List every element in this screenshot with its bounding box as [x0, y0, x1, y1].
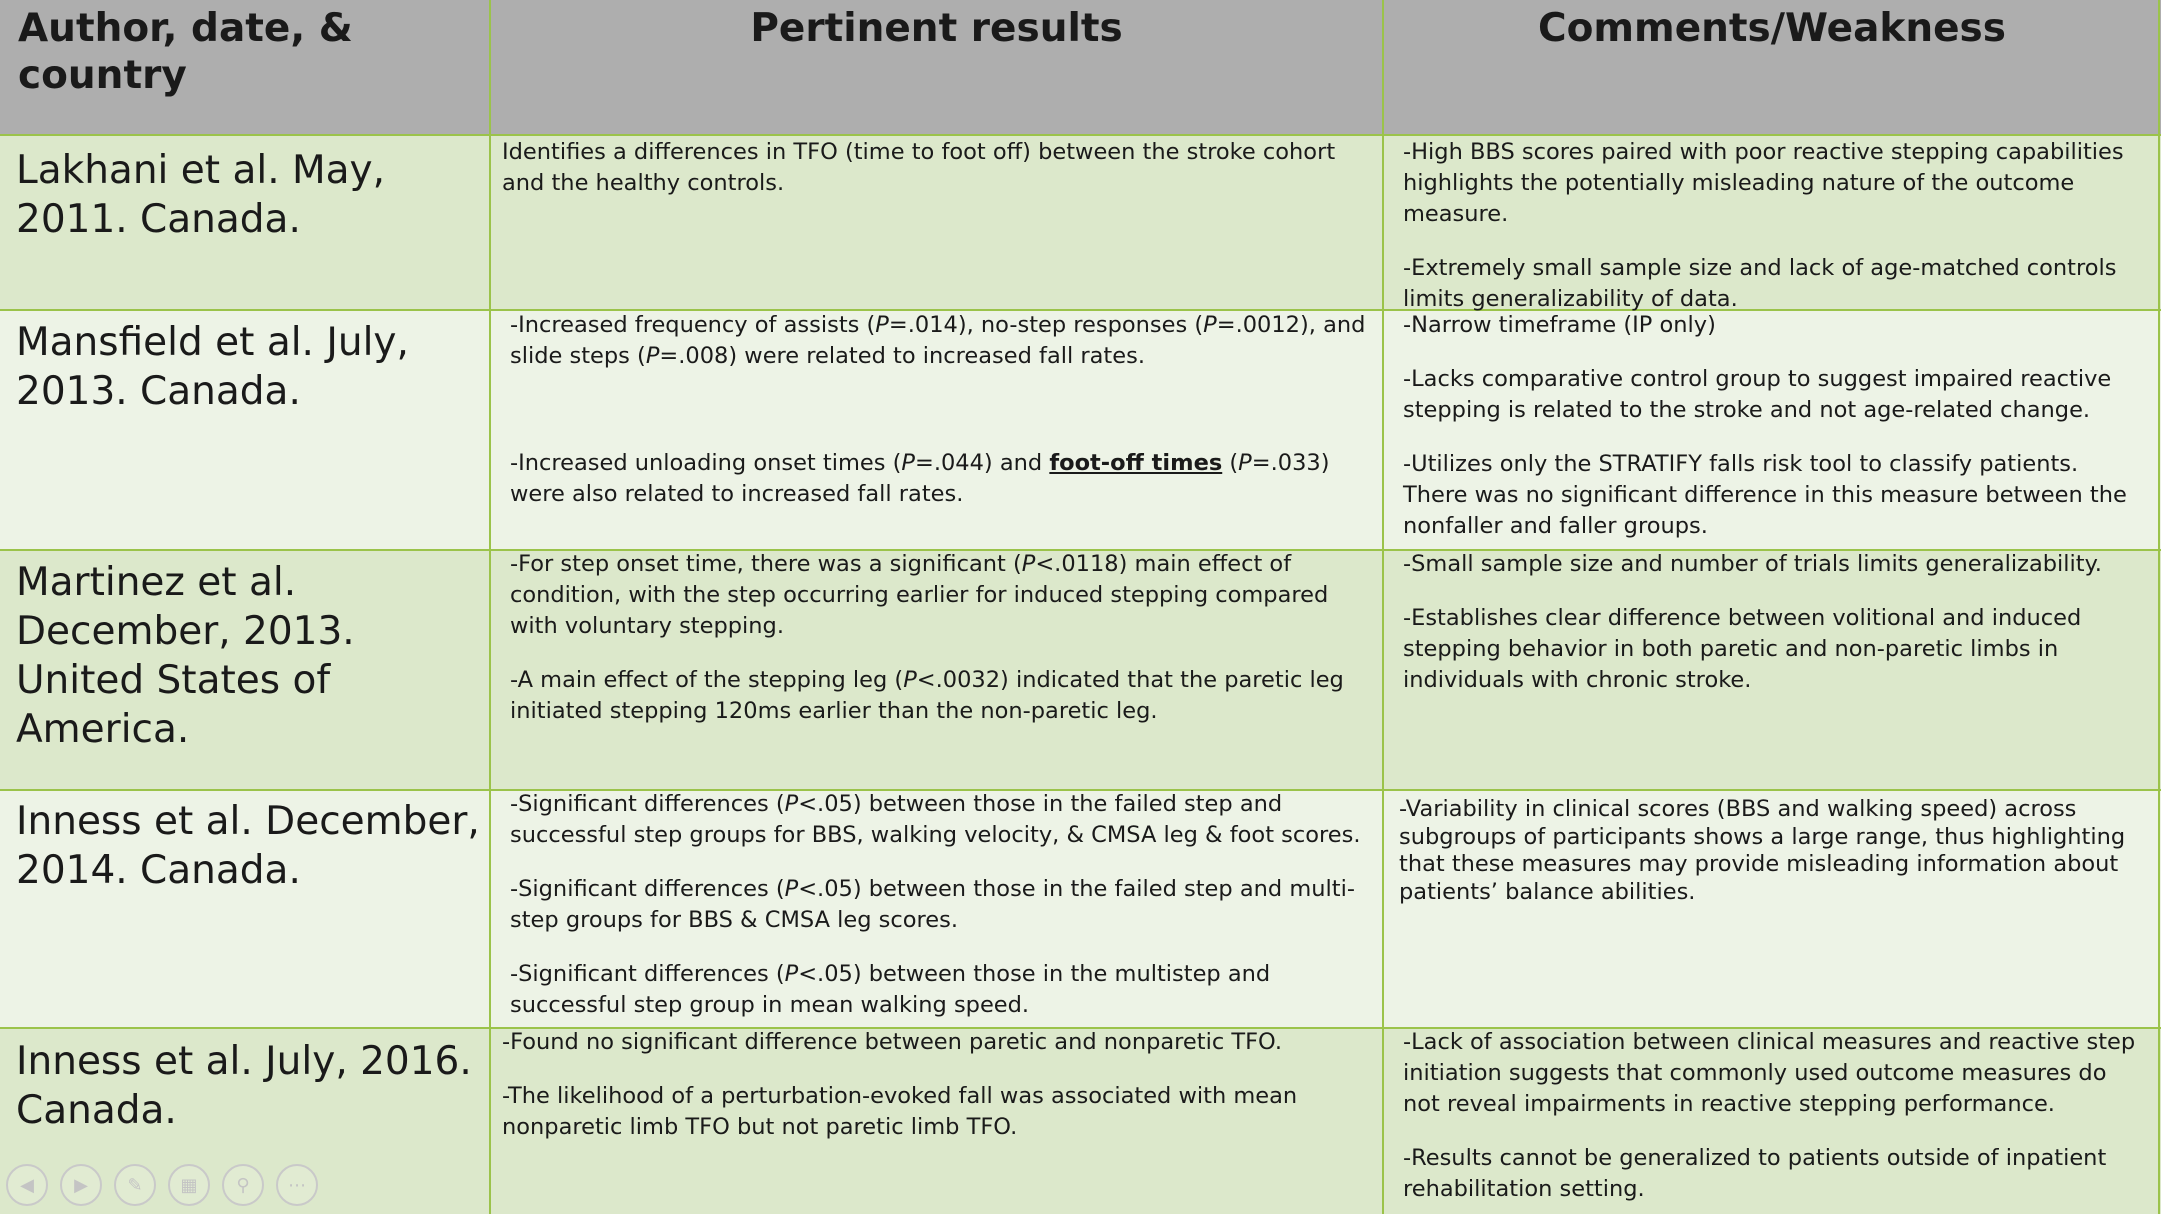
pen-icon[interactable]: ✎ — [114, 1164, 156, 1206]
results-cell — [502, 137, 1372, 199]
foot-off-times-emphasis: foot-off times — [1049, 450, 1223, 476]
result-item: -Increased frequency of assists (P=.014), no-step responses (P=.0012), and slide steps (P=.008) were related to increased fall rates. — [510, 312, 1366, 369]
author-cell: Mansfield et al. July, 2013. Canada. — [16, 320, 409, 414]
author-cell: Inness et al. December, 2014. Canada. — [16, 799, 480, 893]
header-author-label: Author, date, & country — [18, 6, 353, 98]
column-divider — [2158, 0, 2160, 1214]
author-cell: Lakhani et al. May, 2011. Canada. — [16, 148, 386, 242]
slideshow-toolbar — [6, 1164, 318, 1206]
result-item: -Significant differences (P<.05) between those in the multistep and successful step group in mean walking speed. — [510, 961, 1271, 1018]
results-cell — [510, 789, 1370, 1021]
comments-cell — [1399, 796, 2147, 906]
header-comments — [1383, 0, 2161, 135]
comment-item: -High BBS scores paired with poor reactive stepping capabilities highlights the potentially misleading nature of the outcome measure. — [1403, 139, 2124, 227]
slides-icon[interactable]: ▦ — [168, 1164, 210, 1206]
comment-item: -Utilizes only the STRATIFY falls risk tool to classify patients. There was no significant difference in this measure between the nonfaller and faller groups. — [1403, 451, 2127, 539]
author-cell: Inness et al. July, 2016. Canada. — [16, 1039, 472, 1133]
comments-cell — [1403, 549, 2143, 696]
column-divider — [1382, 0, 1384, 1214]
result-item: -Found no significant difference between paretic and nonparetic TFO. — [502, 1029, 1282, 1055]
results-cell — [502, 1027, 1372, 1143]
prev-icon[interactable]: ◀ — [6, 1164, 48, 1206]
author-cell: Martinez et al. December, 2013. United States of America. — [16, 560, 355, 752]
column-divider — [489, 0, 491, 1214]
result-item: -The likelihood of a perturbation-evoked fall was associated with mean nonparetic limb TFO but not paretic limb TFO. — [502, 1083, 1298, 1140]
results-cell — [510, 310, 1370, 510]
result-item: -For step onset time, there was a significant (P<.0118) main effect of condition, with the step occurring earlier for induced stepping compared with voluntary stepping. — [510, 551, 1329, 639]
comments-cell — [1403, 310, 2143, 542]
comment-item: -Lack of association between clinical measures and reactive step initiation suggests that commonly used outcome measures do not reveal impairments in reactive stepping performance. — [1403, 1029, 2136, 1117]
comment-item: -Establishes clear difference between volitional and induced stepping behavior in both paretic and non-paretic limbs in individuals with chronic stroke. — [1403, 605, 2082, 693]
zoom-icon[interactable]: ⚲ — [222, 1164, 264, 1206]
more-icon[interactable]: ⋯ — [276, 1164, 318, 1206]
result-item: -Increased unloading onset times (P=.044) and foot-off times (P=.033) were also related to increased fall rates. — [510, 450, 1330, 507]
result-item: -Significant differences (P<.05) between those in the failed step and multi-step groups for BBS & CMSA leg scores. — [510, 876, 1355, 933]
comment-item: -Results cannot be generalized to patients outside of inpatient rehabilitation setting. — [1403, 1145, 2107, 1202]
comments-cell — [1403, 1027, 2148, 1205]
comment-item: -Small sample size and number of trials limits generalizability. — [1403, 551, 2102, 577]
comments-cell — [1403, 137, 2143, 315]
header-author — [0, 0, 490, 135]
result-item: -A main effect of the stepping leg (P<.0032) indicated that the paretic leg initiated stepping 120ms earlier than the non-paretic leg. — [510, 667, 1344, 724]
result-item: -Significant differences (P<.05) between those in the failed step and successful step groups for BBS, walking velocity, & CMSA leg & foot scores. — [510, 791, 1361, 848]
results-cell — [510, 549, 1370, 727]
header-results-label: Pertinent results — [750, 6, 1123, 51]
header-results — [490, 0, 1383, 135]
header-comments-label: Comments/Weakness — [1538, 6, 2006, 51]
row-divider — [0, 134, 2161, 136]
comment-item: -Lacks comparative control group to suggest impaired reactive stepping is related to the stroke and not age-related change. — [1403, 366, 2112, 423]
next-icon[interactable]: ▶ — [60, 1164, 102, 1206]
comment-item: -Extremely small sample size and lack of age-matched controls limits generalizability of data. — [1403, 255, 2117, 312]
comment-item: -Narrow timeframe (IP only) — [1403, 312, 1716, 338]
result-item: Identifies a differences in TFO (time to foot off) between the stroke cohort and the healthy controls. — [502, 139, 1336, 196]
comment-item: -Variability in clinical scores (BBS and walking speed) across subgroups of participants shows a large range, thus highlighting that these measures may provide misleading information about patients’ balance abilities. — [1399, 796, 2126, 905]
